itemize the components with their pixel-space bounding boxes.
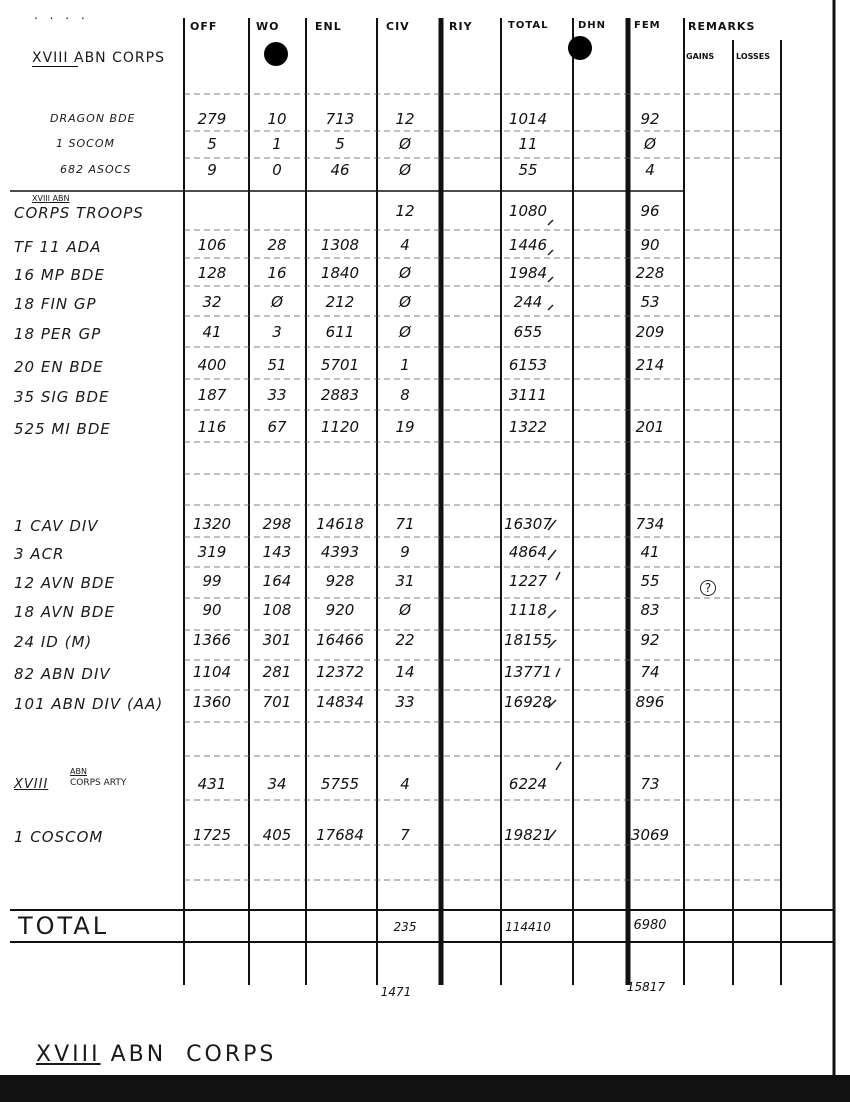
unit-label: 24 ID (M) xyxy=(14,633,93,651)
cell-off: 99 xyxy=(202,572,222,590)
cell-fem: 734 xyxy=(635,515,665,533)
unit-label: 20 EN BDE xyxy=(14,358,104,376)
cell-enl: 1840 xyxy=(320,264,360,282)
unit-label: 682 ASOCS xyxy=(60,163,132,176)
col-off-header: OFF xyxy=(190,20,218,33)
fem-question-note: ? xyxy=(700,580,716,596)
cell-civ: 14 xyxy=(395,663,415,681)
cell-enl: 920 xyxy=(325,601,355,619)
cell-civ: Ø xyxy=(399,264,411,282)
col-wo-header: WO xyxy=(256,20,280,33)
cell-enl: 2883 xyxy=(320,386,360,404)
cell-total: 55 xyxy=(518,161,538,179)
cell-enl: 4393 xyxy=(320,543,360,561)
cell-fem: 41 xyxy=(640,543,660,561)
cell-off: 1320 xyxy=(192,515,232,533)
cell-off: 90 xyxy=(202,601,222,619)
unit-label: 12 AVN BDE xyxy=(14,574,115,592)
cell-civ: 4 xyxy=(400,236,410,254)
redaction-dot-dhn xyxy=(568,36,592,60)
cell-wo: 10 xyxy=(267,110,287,128)
col-fem-header: FEM xyxy=(634,20,661,31)
cell-civ: Ø xyxy=(399,293,411,311)
cell-off: 187 xyxy=(197,386,227,404)
cell-off: 319 xyxy=(197,543,227,561)
cell-fem: 96 xyxy=(640,202,660,220)
cell-total: 1080 xyxy=(508,202,548,220)
col-riy-header: RIY xyxy=(449,20,473,33)
cell-wo: Ø xyxy=(271,293,283,311)
unit-label: 1 CAV DIV xyxy=(14,517,99,535)
unit-label: 18 AVN BDE xyxy=(14,603,115,621)
cell-enl: 16466 xyxy=(316,631,364,649)
cell-wo: 67 xyxy=(267,418,287,436)
cell-civ: 4 xyxy=(400,775,410,793)
unit-label: CORPS TROOPS xyxy=(14,204,144,222)
cell-total: 1118 xyxy=(508,601,548,619)
cell-enl: 17684 xyxy=(316,826,364,844)
unit-label: DRAGON BDE xyxy=(50,112,136,125)
cell-wo: 298 xyxy=(262,515,292,533)
cell-wo: 1 xyxy=(272,135,282,153)
cell-total: 16307 xyxy=(504,515,552,533)
cell-enl: 14618 xyxy=(316,515,364,533)
cell-total: 19821 xyxy=(504,826,552,844)
corps-title: XVIII ABN CORPS xyxy=(32,50,165,66)
cell-total: 1322 xyxy=(508,418,548,436)
cell-fem: 73 xyxy=(640,775,660,793)
cell-off: 400 xyxy=(197,356,227,374)
cell-fem: 53 xyxy=(640,293,660,311)
cell-total: 1984 xyxy=(508,264,548,282)
cell-total: 1446 xyxy=(508,236,548,254)
cell-enl: 5701 xyxy=(320,356,360,374)
cell-off: 128 xyxy=(197,264,227,282)
cell-wo: 34 xyxy=(267,775,287,793)
cell-total: 655 xyxy=(513,323,543,341)
cell-total: 18155 xyxy=(504,631,552,649)
cell-off: 279 xyxy=(197,110,227,128)
cell-civ: 1 xyxy=(400,356,410,374)
col-civ-header: CIV xyxy=(386,20,410,33)
col-enl-header: ENL xyxy=(315,20,342,33)
cell-civ: 12 xyxy=(395,202,415,220)
row-guides xyxy=(184,94,781,880)
cell-off: 431 xyxy=(197,775,227,793)
cell-civ: 22 xyxy=(395,631,415,649)
cell-off: 1725 xyxy=(192,826,232,844)
cell-civ: 33 xyxy=(395,693,415,711)
redaction-dot-wo xyxy=(264,42,288,66)
footer-roman: XVIII xyxy=(36,1042,101,1067)
cell-fem: 83 xyxy=(640,601,660,619)
total-total: 114410 xyxy=(505,920,551,934)
col-gains-header: GAINS xyxy=(686,52,715,61)
unit-label: 18 FIN GP xyxy=(14,295,97,313)
cell-enl: 212 xyxy=(325,293,355,311)
cell-off: 1366 xyxy=(192,631,232,649)
total-fem: 6980 xyxy=(633,918,667,933)
cell-wo: 28 xyxy=(267,236,287,254)
cell-civ: Ø xyxy=(399,323,411,341)
cell-wo: 3 xyxy=(272,323,282,341)
footer-rest: ABN CORPS xyxy=(100,1042,277,1067)
cell-enl: 5 xyxy=(335,135,345,153)
cell-wo: 164 xyxy=(262,572,292,590)
cell-total: 11 xyxy=(518,135,538,153)
cell-enl: 5755 xyxy=(320,775,360,793)
cell-wo: 405 xyxy=(262,826,292,844)
cell-total: 6224 xyxy=(508,775,548,793)
unit-label-top: XVIII ABN xyxy=(32,194,70,203)
unit-label: TF 11 ADA xyxy=(14,238,102,256)
cell-civ: 71 xyxy=(395,515,415,533)
corps-title-underline xyxy=(32,66,78,67)
cell-fem: 214 xyxy=(635,356,665,374)
col-remarks-header: REMARKS xyxy=(688,20,756,33)
cell-wo: 51 xyxy=(267,356,287,374)
col-total-header: TOTAL xyxy=(508,20,549,31)
col-losses-header: LOSSES xyxy=(736,52,771,61)
cell-total: 4864 xyxy=(508,543,548,561)
cell-total: 16928 xyxy=(504,693,552,711)
cell-civ: 8 xyxy=(400,386,410,404)
cell-off: 41 xyxy=(202,323,222,341)
unit-label: 35 SIG BDE xyxy=(14,388,110,406)
cell-fem: 3069 xyxy=(630,826,670,844)
cell-civ: 19 xyxy=(395,418,415,436)
unit-label: 525 MI BDE xyxy=(14,420,111,438)
unit-label: 3 ACR xyxy=(14,545,65,563)
cell-fem: 74 xyxy=(640,663,660,681)
cell-off: 32 xyxy=(202,293,222,311)
unit-label: 1 COSCOM xyxy=(14,828,104,846)
cell-total: 1227 xyxy=(508,572,548,590)
cell-enl: 12372 xyxy=(316,663,364,681)
cell-off: 9 xyxy=(207,161,217,179)
unit-label-top: ABN xyxy=(70,767,87,776)
cell-enl: 14834 xyxy=(316,693,364,711)
cell-wo: 108 xyxy=(262,601,292,619)
cell-fem: 92 xyxy=(640,110,660,128)
below-fem-sum: 15817 xyxy=(626,980,666,994)
bottom-band xyxy=(0,1075,850,1102)
unit-label: 18 PER GP xyxy=(14,325,102,343)
cell-fem: Ø xyxy=(644,135,656,153)
cell-civ: Ø xyxy=(399,601,411,619)
unit-label-mid: CORPS ARTY xyxy=(70,778,127,788)
cell-fem: 4 xyxy=(645,161,655,179)
cell-off: 1104 xyxy=(192,663,232,681)
cell-total: 6153 xyxy=(508,356,548,374)
cell-civ: Ø xyxy=(399,161,411,179)
cell-total: 1014 xyxy=(508,110,548,128)
cell-civ: 7 xyxy=(400,826,410,844)
cell-civ: Ø xyxy=(399,135,411,153)
cell-enl: 928 xyxy=(325,572,355,590)
cell-off: 106 xyxy=(197,236,227,254)
cell-enl: 713 xyxy=(325,110,355,128)
cell-off: 1360 xyxy=(192,693,232,711)
cell-wo: 701 xyxy=(262,693,292,711)
cell-enl: 1120 xyxy=(320,418,360,436)
cell-civ: 9 xyxy=(400,543,410,561)
cell-fem: 92 xyxy=(640,631,660,649)
cell-off: 5 xyxy=(207,135,217,153)
unit-label: 101 ABN DIV (AA) xyxy=(14,695,164,713)
cell-wo: 33 xyxy=(267,386,287,404)
cell-wo: 143 xyxy=(262,543,292,561)
cell-fem: 896 xyxy=(635,693,665,711)
cell-civ: 12 xyxy=(395,110,415,128)
unit-label: 16 MP BDE xyxy=(14,266,105,284)
cell-civ: 31 xyxy=(395,572,415,590)
unit-label: 82 ABN DIV xyxy=(14,665,111,683)
cell-wo: 16 xyxy=(267,264,287,282)
footer-title xyxy=(36,1042,276,1067)
cell-fem: 201 xyxy=(635,418,665,436)
col-dhn-header: DHN xyxy=(578,20,607,31)
unit-label: 1 SOCOM xyxy=(56,137,115,150)
total-civ: 235 xyxy=(393,920,417,934)
cell-fem: 228 xyxy=(635,264,665,282)
unit-label: XVIII xyxy=(14,777,49,792)
cell-fem: 90 xyxy=(640,236,660,254)
cell-fem: 55 xyxy=(640,572,660,590)
cell-fem: 209 xyxy=(635,323,665,341)
cell-wo: 301 xyxy=(262,631,292,649)
cell-wo: 0 xyxy=(272,161,282,179)
cell-wo: 281 xyxy=(262,663,292,681)
cell-enl: 1308 xyxy=(320,236,360,254)
total-label: TOTAL xyxy=(18,912,110,940)
cell-enl: 46 xyxy=(330,161,350,179)
cell-total: 13771 xyxy=(504,663,552,681)
cell-total: 244 xyxy=(513,293,543,311)
cell-off: 116 xyxy=(197,418,227,436)
top-marks: . . . . xyxy=(34,8,89,22)
cell-enl: 611 xyxy=(325,323,355,341)
below-civ-sum: 1471 xyxy=(380,985,412,999)
cell-total: 3111 xyxy=(508,386,548,404)
